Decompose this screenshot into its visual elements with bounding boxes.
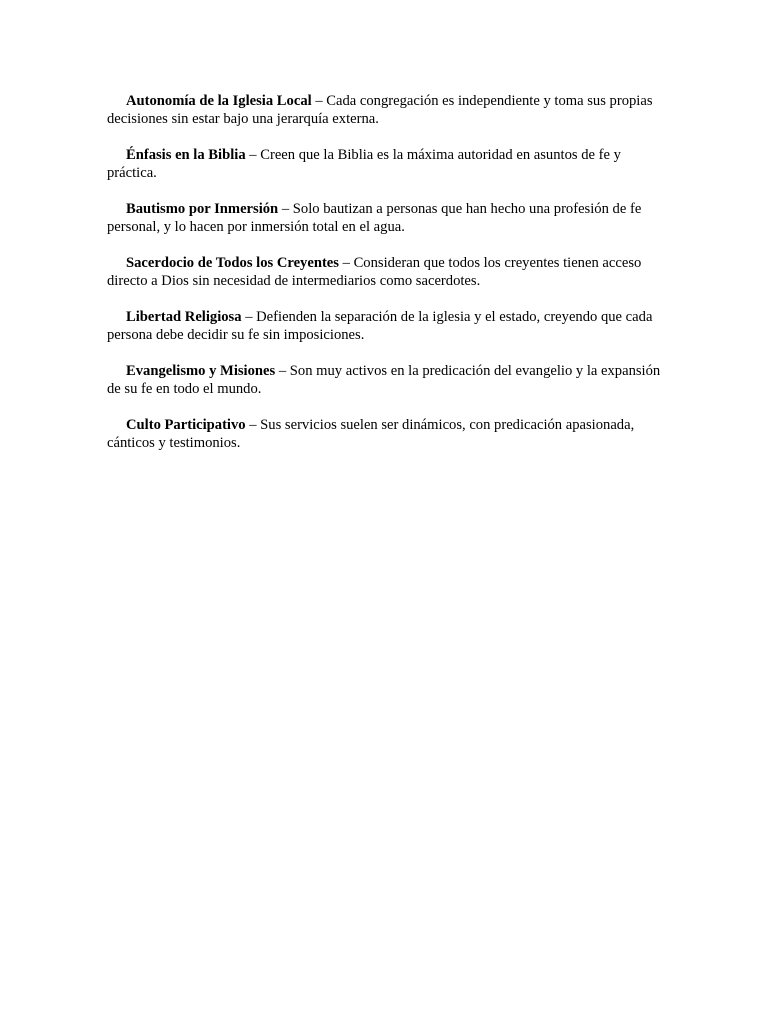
paragraph-text: – Sus servicios suelen ser dinámicos, con predicación apasionada, cánticos y testimonios. — [107, 417, 635, 451]
paragraph-term: Énfasis en la Biblia — [126, 147, 246, 163]
paragraph-term: Sacerdocio de Todos los Creyentes — [126, 255, 339, 271]
paragraph-text: – Son muy activos en la predicación del evangelio y la expansión de su fe en todo el mundo. — [107, 363, 661, 397]
paragraph-text: – Solo bautizan a personas que han hecho una profesión de fe personal, y lo hacen por inmersión total en el agua. — [107, 201, 642, 235]
paragraph-autonomia — [107, 92, 663, 128]
paragraph-culto — [107, 416, 663, 452]
paragraph-text: – Cada congregación es independiente y toma sus propias decisiones sin estar bajo una jerarquía externa. — [107, 93, 653, 127]
paragraph-term: Culto Participativo — [126, 417, 246, 433]
paragraph-text: – Creen que la Biblia es la máxima autoridad en asuntos de fe y práctica. — [107, 147, 621, 181]
paragraph-sacerdocio — [107, 254, 663, 290]
paragraph-enfasis-biblia — [107, 146, 663, 182]
paragraph-libertad-religiosa — [107, 308, 663, 344]
paragraph-term: Bautismo por Inmersión — [126, 201, 279, 217]
paragraph-term: Autonomía de la Iglesia Local — [126, 93, 312, 109]
paragraph-text: – Defienden la separación de la iglesia y el estado, creyendo que cada persona debe decidir su fe sin imposiciones. — [107, 309, 653, 343]
paragraph-text: – Consideran que todos los creyentes tienen acceso directo a Dios sin necesidad de intermediarios como sacerdotes. — [107, 255, 642, 289]
document-body — [107, 92, 663, 470]
paragraph-term: Libertad Religiosa — [126, 309, 242, 325]
paragraph-term: Evangelismo y Misiones — [126, 363, 276, 379]
paragraph-evangelismo — [107, 362, 663, 398]
paragraph-bautismo — [107, 200, 663, 236]
